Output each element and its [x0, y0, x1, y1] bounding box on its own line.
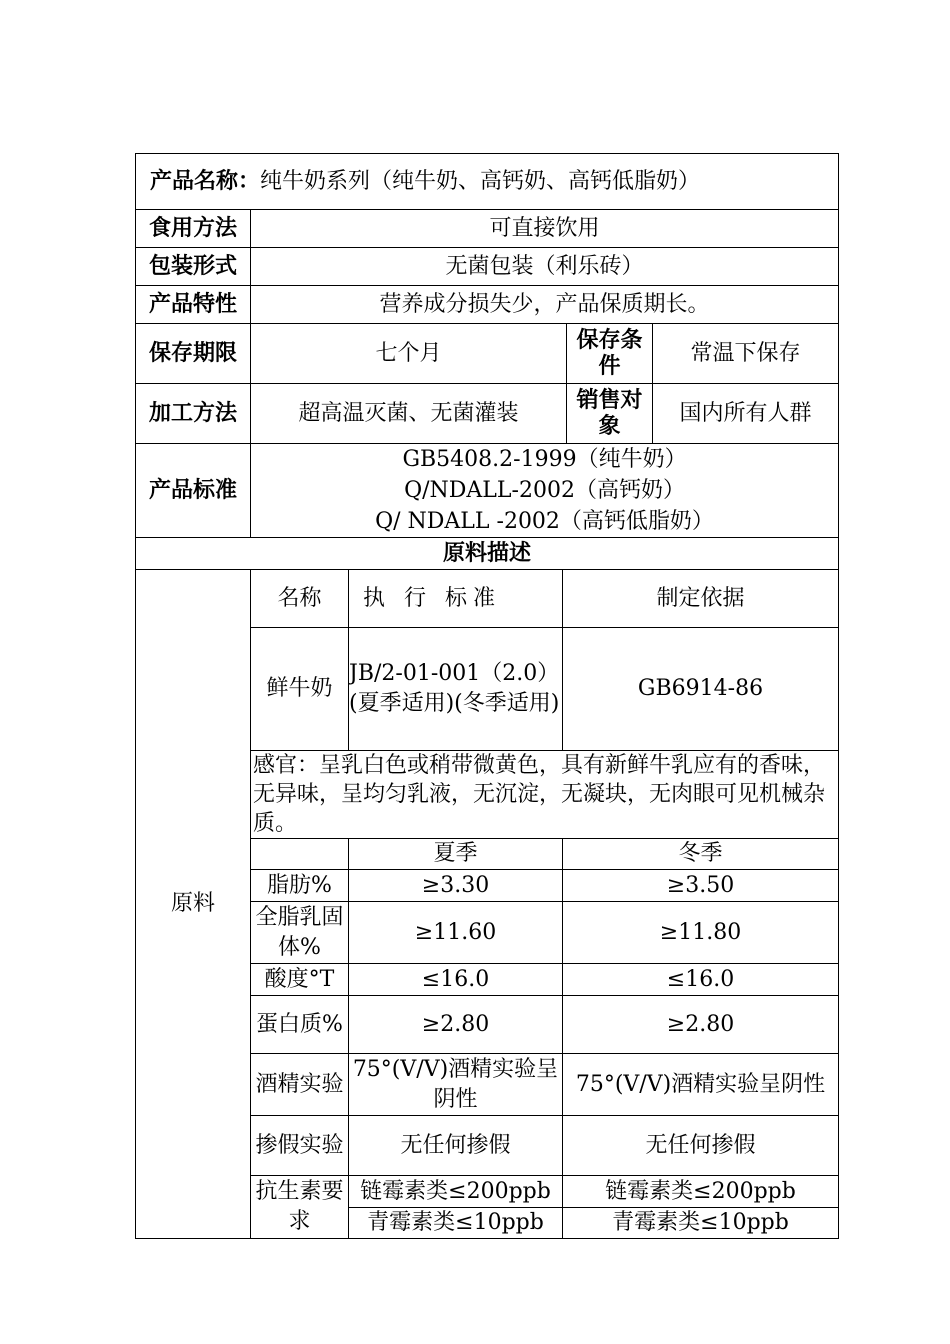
- usage-value: 可直接饮用: [251, 210, 839, 248]
- feature-value: 营养成分损失少，产品保质期长。: [251, 286, 839, 324]
- raw-sensory-text: 感官：呈乳白色或稍带微黄色，具有新鲜牛乳应有的香味，无异味，呈均匀乳液，无沉淀，无凝块，无肉眼可见机械杂质。: [251, 751, 839, 839]
- usage-row: [136, 210, 839, 248]
- product-name-row: [136, 154, 839, 210]
- shelf-life-value: 七个月: [251, 324, 567, 384]
- raw-side-label: 原料: [136, 570, 251, 1239]
- spec-summer: ≥11.60: [349, 902, 563, 964]
- raw-milk-standard: JB/2-01-001（2.0）(夏季适用)(冬季适用): [349, 628, 563, 751]
- raw-milk-name: 鲜牛奶: [251, 628, 349, 751]
- spec-name: 蛋白质%: [251, 996, 349, 1054]
- raw-milk-basis: GB6914-86: [563, 628, 839, 751]
- antibiotic-name: 抗生素要求: [251, 1176, 349, 1239]
- process-value: 超高温灭菌、无菌灌装: [251, 384, 567, 444]
- spec-summer: 75°(V/V)酒精实验呈阴性: [349, 1054, 563, 1116]
- standard-row: [136, 444, 839, 538]
- sales-target-value: 国内所有人群: [653, 384, 839, 444]
- spec-winter: 无任何掺假: [563, 1116, 839, 1176]
- packaging-label: 包装形式: [136, 248, 251, 286]
- season-summer-head: 夏季: [349, 839, 563, 870]
- spec-summer: ≥3.30: [349, 870, 563, 902]
- spec-winter: 75°(V/V)酒精实验呈阴性: [563, 1054, 839, 1116]
- product-info-table: [135, 153, 839, 570]
- raw-head-row: [136, 570, 839, 628]
- spec-summer: 无任何掺假: [349, 1116, 563, 1176]
- usage-label: 食用方法: [136, 210, 251, 248]
- spec-winter: ≥11.80: [563, 902, 839, 964]
- product-description-document: [135, 153, 838, 1239]
- antibiotic-summer: 青霉素类≤10ppb: [349, 1208, 563, 1239]
- spec-name: 掺假实验: [251, 1116, 349, 1176]
- raw-head-standard: 执 行 标准: [349, 570, 563, 628]
- product-name-value: 纯牛奶系列（纯牛奶、高钙奶、高钙低脂奶）: [260, 168, 701, 194]
- standard-line: GB5408.2-1999（纯牛奶）: [402, 447, 687, 472]
- raw-section-title: 原料描述: [136, 538, 839, 570]
- feature-label: 产品特性: [136, 286, 251, 324]
- shelf-life-label: 保存期限: [136, 324, 251, 384]
- antibiotic-winter: 链霉素类≤200ppb: [563, 1176, 839, 1208]
- standard-line: Q/ NDALL -2002（高钙低脂奶）: [375, 509, 714, 534]
- shelf-life-row: [136, 324, 839, 384]
- raw-material-table: [135, 569, 839, 1239]
- storage-condition-label: 保存条件: [567, 324, 653, 384]
- storage-condition-value: 常温下保存: [653, 324, 839, 384]
- raw-head-basis: 制定依据: [563, 570, 839, 628]
- spec-name: 酒精实验: [251, 1054, 349, 1116]
- spec-winter: ≥2.80: [563, 996, 839, 1054]
- spec-winter: ≥3.50: [563, 870, 839, 902]
- standard-label: 产品标准: [136, 444, 251, 538]
- packaging-row: [136, 248, 839, 286]
- process-row: [136, 384, 839, 444]
- spec-summer: ≤16.0: [349, 964, 563, 996]
- spec-winter: ≤16.0: [563, 964, 839, 996]
- spec-summer: ≥2.80: [349, 996, 563, 1054]
- antibiotic-winter: 青霉素类≤10ppb: [563, 1208, 839, 1239]
- spec-name: 酸度°T: [251, 964, 349, 996]
- antibiotic-summer: 链霉素类≤200ppb: [349, 1176, 563, 1208]
- sales-target-label: 销售对象: [567, 384, 653, 444]
- feature-row: [136, 286, 839, 324]
- standard-line: Q/NDALL-2002（高钙奶）: [404, 478, 685, 503]
- raw-section-title-row: [136, 538, 839, 570]
- product-name-label: 产品名称：: [150, 168, 261, 194]
- spec-name: 脂肪%: [251, 870, 349, 902]
- season-winter-head: 冬季: [563, 839, 839, 870]
- raw-head-name: 名称: [251, 570, 349, 628]
- packaging-value: 无菌包装（利乐砖）: [251, 248, 839, 286]
- spec-name: 全脂乳固体%: [251, 902, 349, 964]
- process-label: 加工方法: [136, 384, 251, 444]
